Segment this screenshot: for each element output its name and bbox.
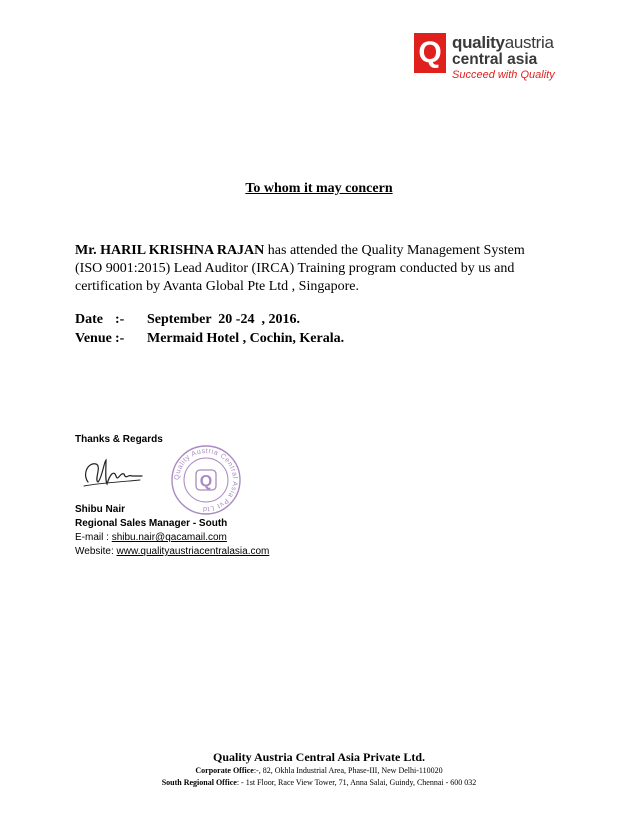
logo-line1 xyxy=(452,34,555,51)
email-link[interactable]: shibu.nair@qacamail.com xyxy=(111,532,227,543)
signatory-role: Regional Sales Manager - South xyxy=(75,518,228,529)
logo-tagline: Succeed with Quality xyxy=(452,69,555,81)
venue-row xyxy=(75,329,344,348)
regional-office-address: : - 1st Floor, Race View Tower, 71, Anna Salai, Guindy, Chennai - 600 032 xyxy=(236,778,477,787)
regional-office-line xyxy=(0,777,638,789)
date-separator: :- xyxy=(115,312,125,327)
date-label: Date xyxy=(75,312,103,327)
website-label: Website: xyxy=(75,546,114,557)
date-row xyxy=(75,310,344,329)
closing-text: Thanks & Regards xyxy=(75,434,163,445)
svg-text:Quality Austria Central Asia P: Quality Austria Central Asia Pvt Ltd xyxy=(173,447,239,513)
logo-wordmark xyxy=(452,34,555,82)
email-row xyxy=(75,531,269,545)
email-label: E-mail : xyxy=(75,532,109,543)
letter-heading: To whom it may concern xyxy=(245,181,393,196)
logo-line2: central asia xyxy=(452,51,538,68)
venue-separator: :- xyxy=(115,331,125,346)
venue-value: Mermaid Hotel , Cochin, Kerala. xyxy=(147,331,345,346)
letter-footer xyxy=(0,750,638,789)
website-link[interactable]: www.qualityaustriacentralasia.com xyxy=(116,546,270,557)
corporate-office-line xyxy=(0,765,638,777)
regional-office-label: South Regional Office xyxy=(161,778,237,787)
corporate-office-address: :-, 82, Okhla Industrial Area, Phase-III, New Delhi-110020 xyxy=(253,766,443,775)
company-logo xyxy=(414,33,604,83)
letter-body xyxy=(75,242,555,296)
website-row xyxy=(75,545,269,559)
svg-text:Q: Q xyxy=(199,473,213,490)
attendee-name: Mr. HARIL KRISHNA RAJAN xyxy=(75,243,265,258)
logo-mark-letter: Q xyxy=(418,36,442,69)
corporate-office-label: Corporate Office xyxy=(195,766,254,775)
date-value: September 20 -24 , 2016. xyxy=(147,312,300,327)
signatory-name: Shibu Nair xyxy=(75,504,126,515)
body-text: has attended the Quality Management System (ISO 9001:2015) Lead Auditor (IRCA) Training program conducted by us and certification by Avanta Global Pte Ltd , Singapore. xyxy=(75,243,525,294)
logo-mark xyxy=(414,33,446,73)
logo-line1-bold: quality xyxy=(452,33,505,52)
venue-label: Venue xyxy=(75,331,112,346)
signature xyxy=(80,452,160,492)
training-details xyxy=(75,310,344,348)
signatory-block xyxy=(75,503,269,559)
logo-line1-light: austria xyxy=(504,33,554,52)
footer-company: Quality Austria Central Asia Private Ltd. xyxy=(213,750,425,764)
